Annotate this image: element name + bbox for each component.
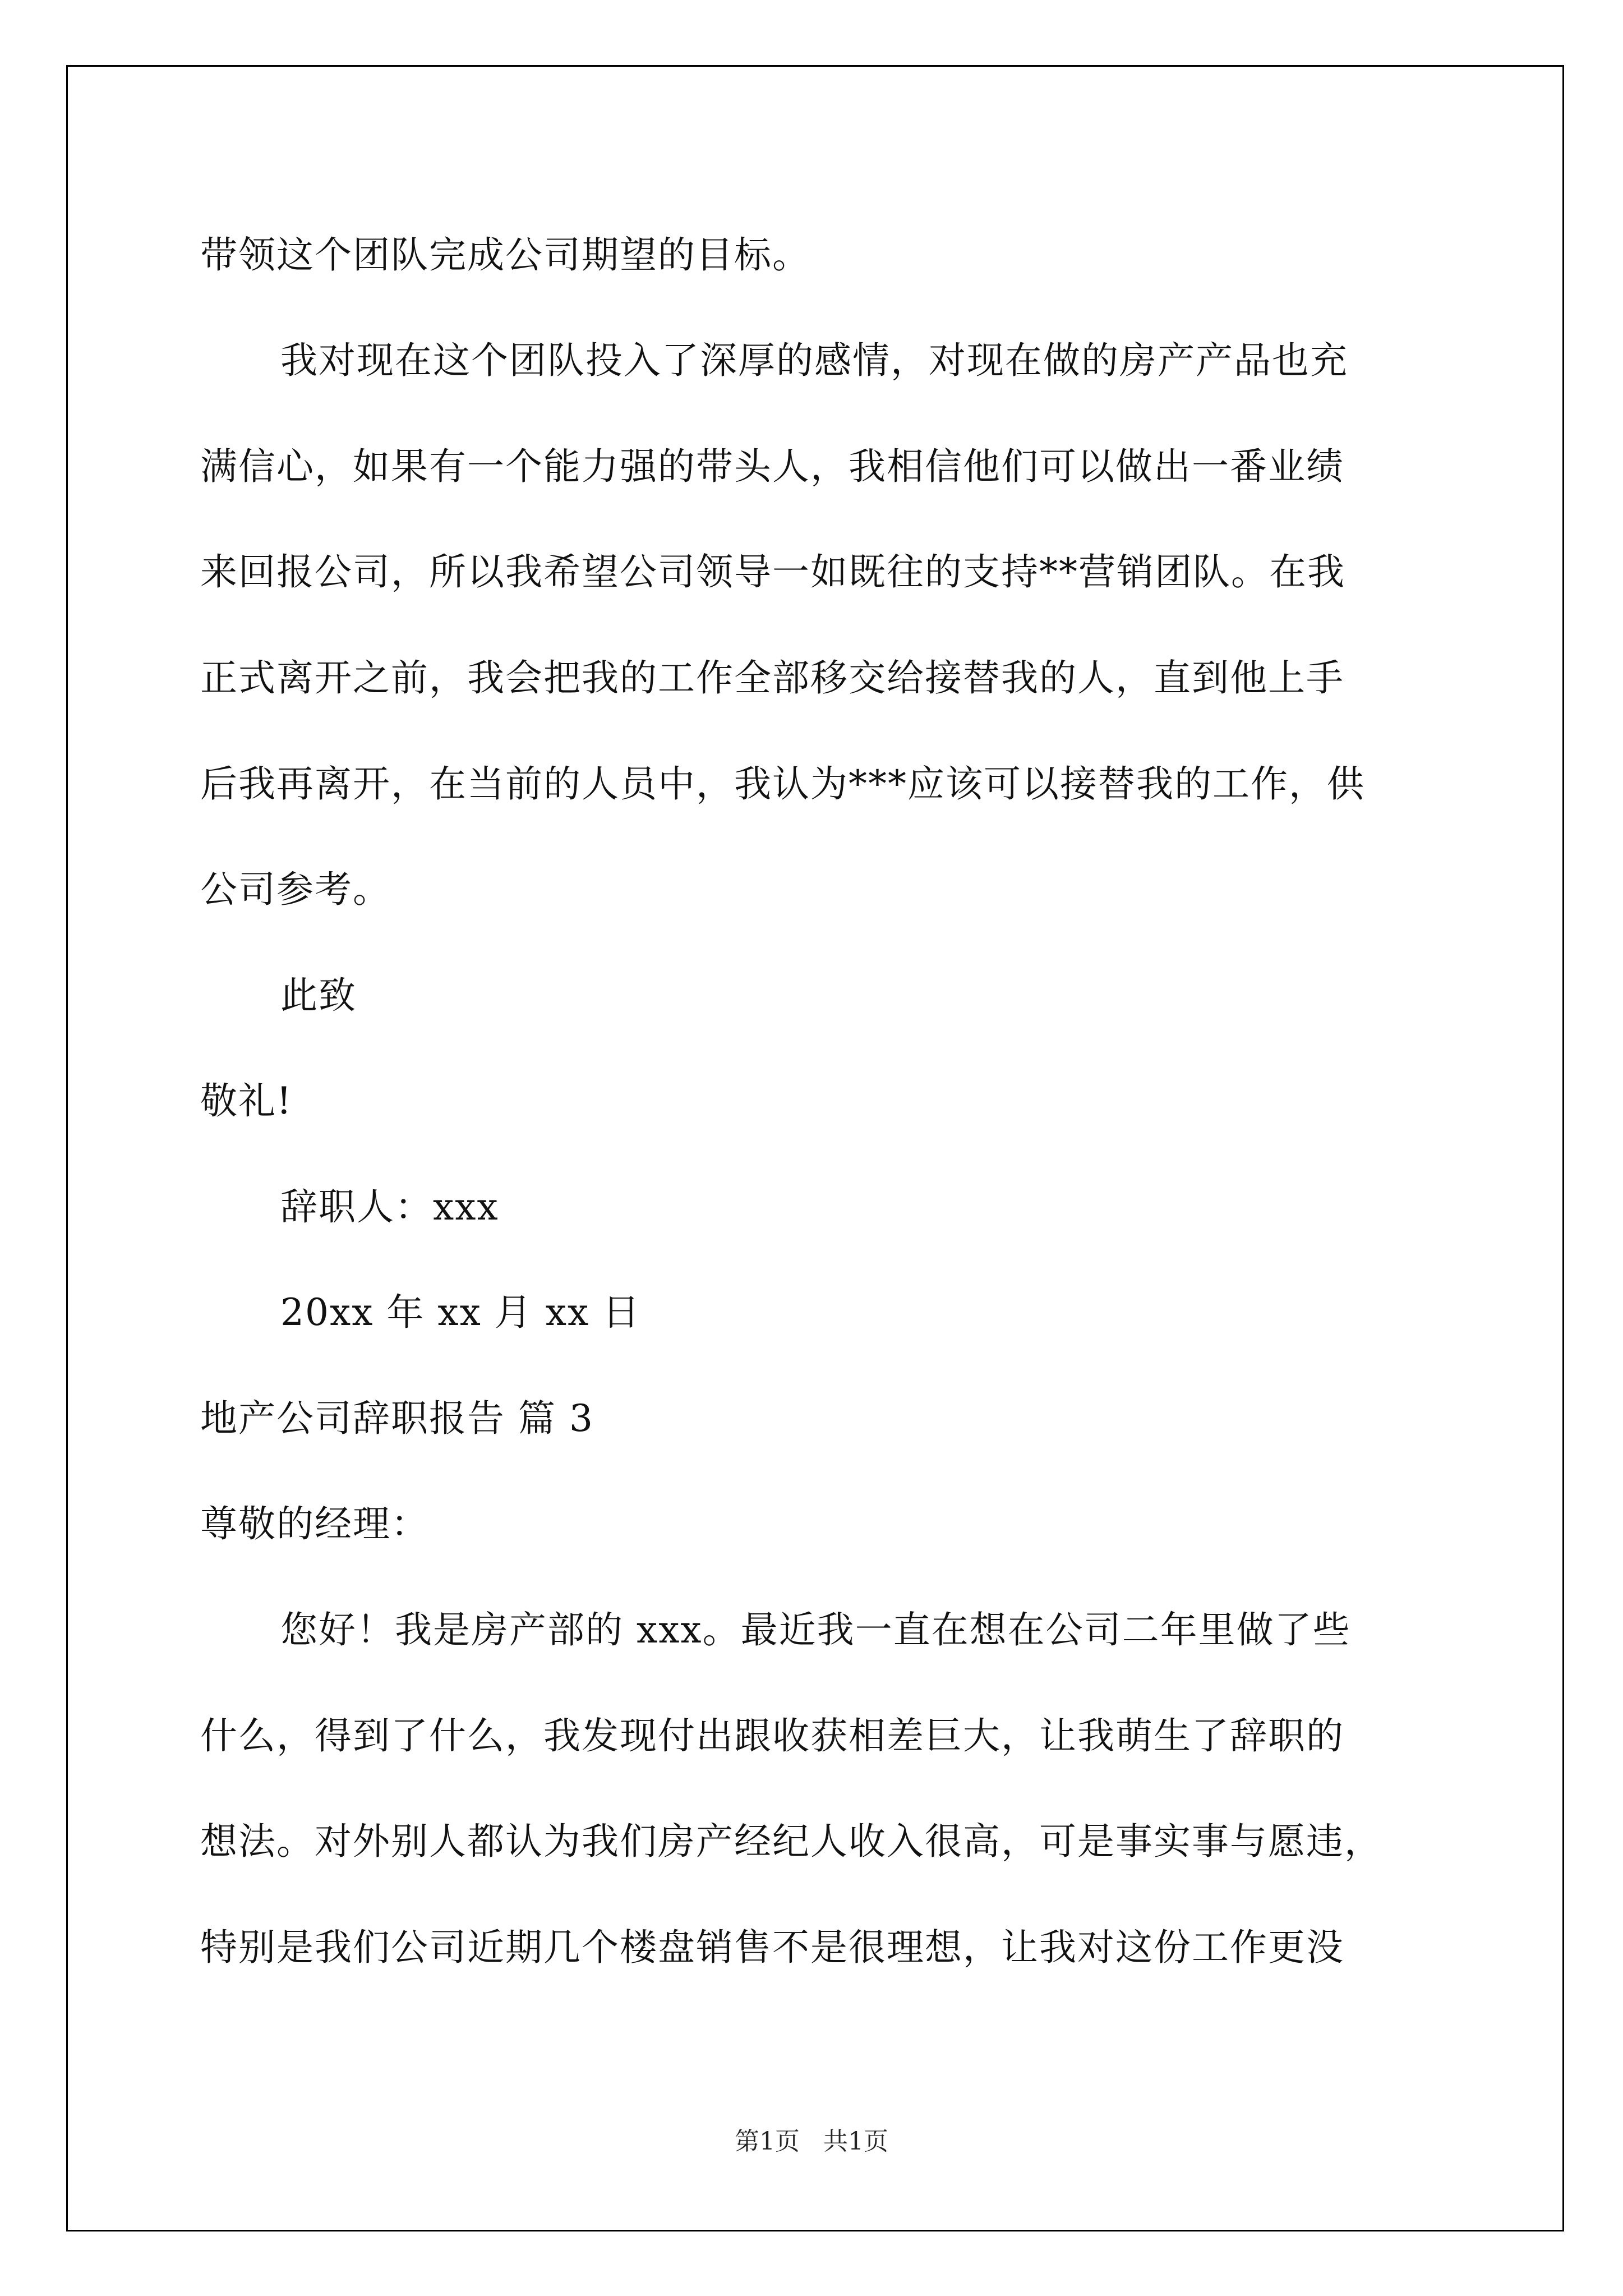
body-line: 正式离开之前，我会把我的工作全部移交给接替我的人，直到他上手 (200, 656, 1344, 700)
body-line: 带领这个团队完成公司期望的目标。 (200, 233, 810, 277)
body-line: 满信心，如果有一个能力强的带头人，我相信他们可以做出一番业绩 (200, 445, 1344, 488)
closing-regards: 敬礼! (200, 1079, 293, 1122)
signature-line: 辞职人：xxx (280, 1185, 499, 1228)
body-line: 什么，得到了什么，我发现付出跟收获相差巨大，让我萌生了辞职的 (200, 1714, 1344, 1757)
body-line: 我对现在这个团队投入了深厚的感情，对现在做的房产产品也充 (280, 339, 1348, 382)
greeting-line: 尊敬的经理： (200, 1502, 429, 1545)
body-line: 想法。对外别人都认为我们房产经纪人收入很高，可是事实事与愿违， (200, 1820, 1382, 1863)
closing-salutation: 此致 (280, 974, 357, 1017)
date-line: 20xx 年 xx 月 xx 日 (280, 1291, 641, 1334)
section-heading: 地产公司辞职报告 篇 3 (200, 1397, 594, 1440)
body-line: 您好！我是房产部的 xxx。最近我一直在想在公司二年里做了些 (280, 1608, 1351, 1651)
page-border (66, 65, 1564, 2231)
body-line: 后我再离开，在当前的人员中，我认为***应该可以接替我的工作，供 (200, 762, 1365, 806)
body-line: 特别是我们公司近期几个楼盘销售不是很理想，让我对这份工作更没 (200, 1926, 1344, 1969)
body-line: 来回报公司，所以我希望公司领导一如既往的支持**营销团队。在我 (200, 550, 1345, 593)
body-line: 公司参考。 (200, 868, 391, 911)
page-number-footer: 第1页 共1页 (735, 2127, 888, 2156)
